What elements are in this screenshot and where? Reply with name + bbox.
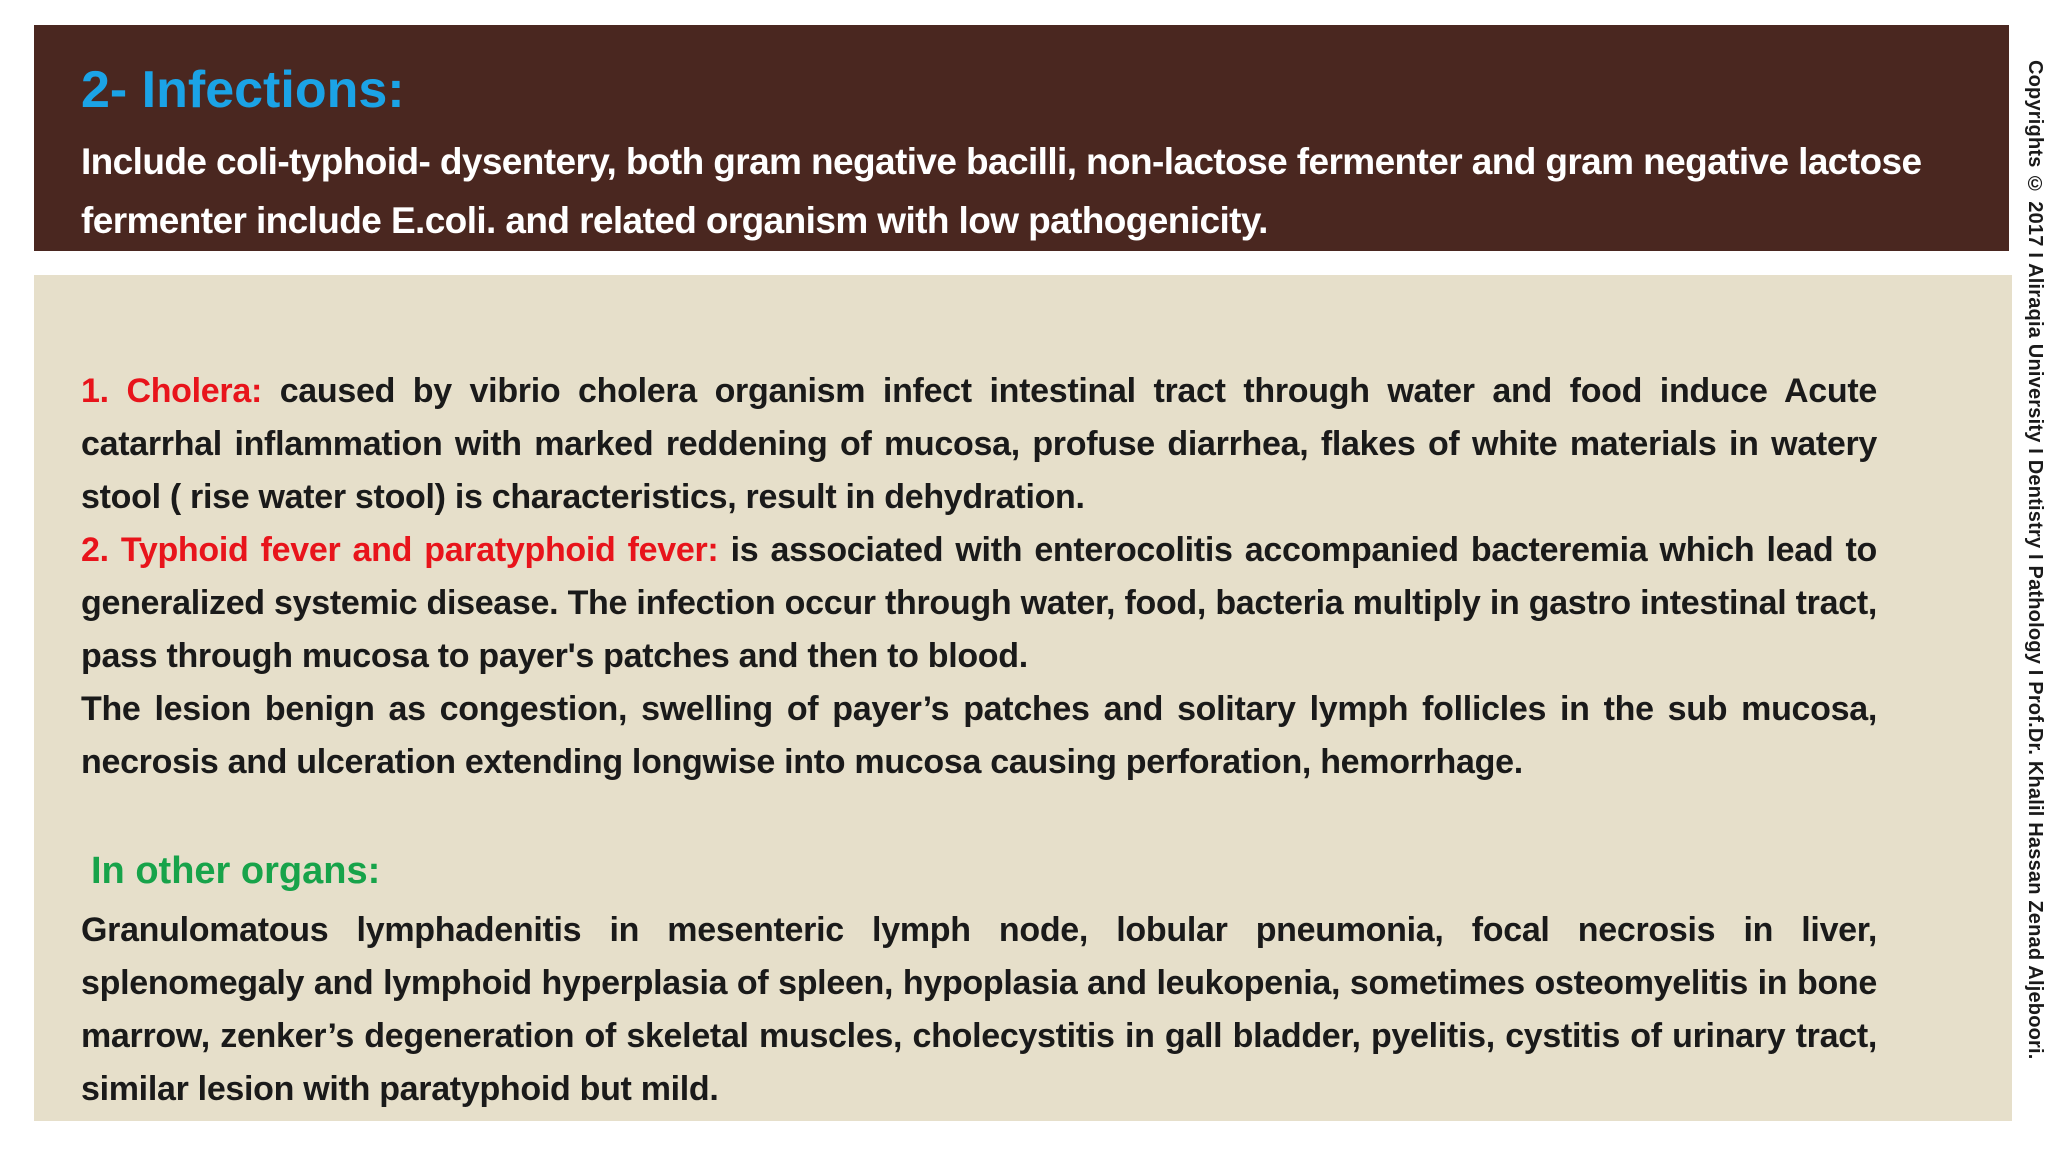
section-title: 2- Infections: [81,61,405,119]
other-organs-paragraph: Granulomatous lymphadenitis in mesenteric lymph node, lobular pneumonia, focal necrosis in liver, splenomegaly and lymphoid hyperplasia of spleen, hypoplasia and leukopenia, sometimes osteomyelitis in bone marrow, zenker’s degeneration of skeletal muscles, cholecystitis in gall bladder, pyelitis, cystitis of urinary tract, similar lesion with paratyphoid but mild. [81,911,1877,1109]
other-organs-heading: In other organs: [91,850,381,892]
typhoid-paragraph [81,524,1877,683]
content-panel [34,275,2012,1121]
cholera-label: 1. Cholera: [81,372,262,410]
lesion-paragraph: The lesion benign as congestion, swelling of payer’s patches and solitary lymph follicles in the sub mucosa, necrosis and ulceration extending longwise into mucosa causing perforation, hemorrhage. [81,690,1877,781]
cholera-text: caused by vibrio cholera organism infect intestinal tract through water and food induce Acute catarrhal inflammation with marked reddening of mucosa, profuse diarrhea, flakes of white materials in watery stool ( rise water stool) is characteristics, result in dehydration. [81,372,1877,516]
typhoid-text: is associated with enterocolitis accompanied bacteremia which lead to generalized systemic disease. The infection occur through water, food, bacteria multiply in gastro intestinal tract, pass through mucosa to payer's patches and then to blood. [81,531,1877,675]
typhoid-label: 2. Typhoid fever and paratyphoid fever: [81,531,719,569]
section-subtitle: Include coli-typhoid- dysentery, both gram negative bacilli, non-lactose fermenter and gram negative lactose fermenter include E.coli. and related organism with low pathogenicity. [81,140,1922,241]
copyright-notice: Copyrights © 2017 I Aliraqia University I Dentistry I Pathology I Prof.Dr. Khalil Hassan Zenad Aljeboori. [2024,60,2046,1060]
cholera-paragraph [81,365,1877,524]
header-banner [34,25,2009,251]
